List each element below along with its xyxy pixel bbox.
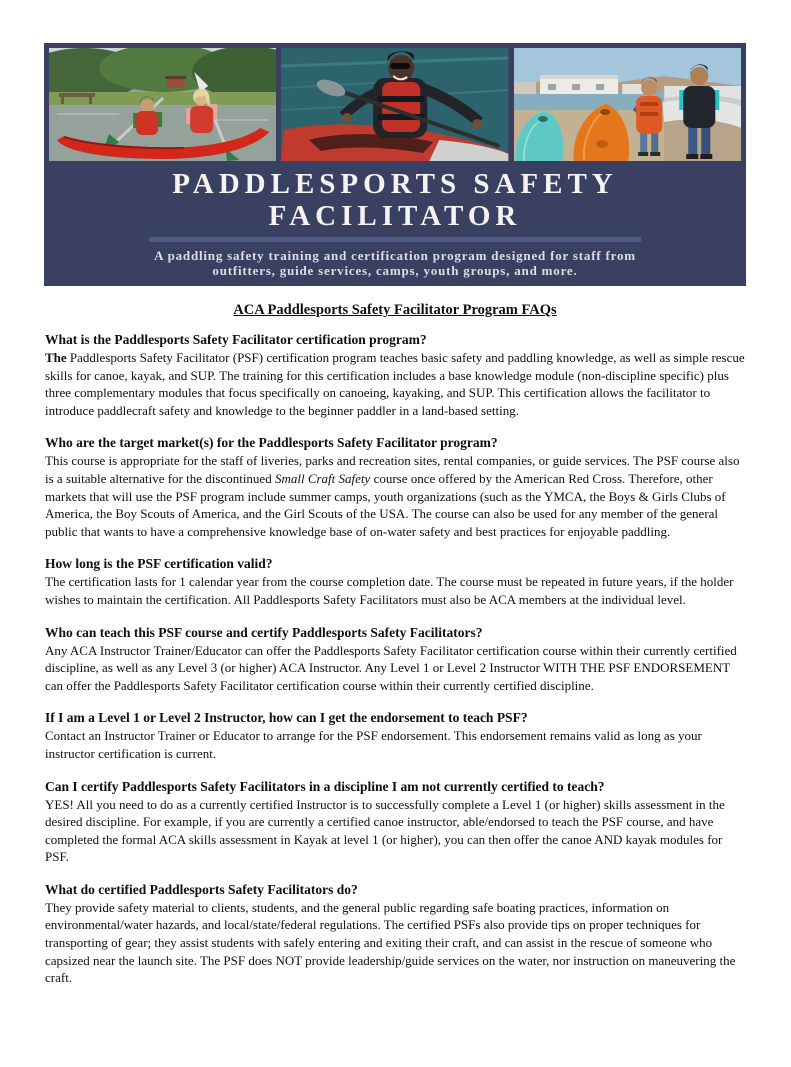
banner-title <box>49 168 741 232</box>
faq-answer: They provide safety material to clients, students, and the general public regarding safe boating practices, information on environmental/water hazards, and local/state/federal regulations. The certified PSFs also provide tips on proper techniques for transporting of gear; they assist students with safely entering and exiting their craft, and can assist in the rescue of someone who capsized near the launch site. The PSF does NOT provide leadership/guide services on the water, nor instruction on maneuvering the craft. <box>45 899 736 986</box>
page-title: ACA Paddlesports Safety Facilitator Program FAQs <box>233 302 557 318</box>
faq-item-target-markets <box>45 434 745 540</box>
faq-answer-text: course once offered by the American Red Cross. Therefore, other markets that will use the PSF program include summer camps, youth organizations (such as the YMCA, the Boys & Girls Clubs of America, the Boy Scouts of America, and the Girl Scouts of the USA. The course can also be used for any member of the general public that wants to have a comprehensive knowledge base of on-water safety and best practices for enjoyable paddling. <box>45 470 726 539</box>
banner-divider <box>149 237 640 242</box>
banner-photo-strip <box>49 48 741 161</box>
faq-answer-text: This course is appropriate for the staff of liveries, parks and recreation sites, rental companies, or guide services. The PSF course also is a suitable alternative for the discontinued <box>45 453 740 486</box>
canoe-couple-photo <box>49 48 276 161</box>
banner-subtitle-line2: outfitters, guide services, camps, youth groups, and more. <box>212 263 578 278</box>
banner-title-line1: PADDLESPORTS SAFETY <box>172 168 618 200</box>
faq-item-other-discipline <box>45 778 745 866</box>
document-page <box>0 43 791 1067</box>
faq-question: Who are the target market(s) for the Paddlesports Safety Facilitator program? <box>45 435 498 451</box>
faq-answer-italic: Small Craft Safety <box>274 470 371 486</box>
faq-answer <box>45 452 745 540</box>
banner-subtitle-line1: A paddling safety training and certification program designed for staff from <box>154 248 636 263</box>
marina-kayaks-photo <box>514 48 741 161</box>
faq-item-certification-program <box>45 331 745 419</box>
faq-item-what-psfs-do <box>45 881 745 987</box>
faq-answer-bold-lead: The <box>45 350 67 365</box>
faq-question: Can I certify Paddlesports Safety Facilitators in a discipline I am not currently certified to teach? <box>45 778 605 794</box>
faq-question: What do certified Paddlesports Safety Facilitators do? <box>45 881 358 897</box>
faq-answer: YES! All you need to do as a currently certified Instructor is to successfully complete a Level 1 (or higher) skills assessment in the desired discipline. For example, if you are currently a certified canoe instructor, able/endorsed to teach the PSF course, and have completed the formal ACA skills assessment in Kayak at level 1 (or higher), you can then offer the canoe AND kayak modules for PSF. <box>45 796 725 865</box>
faq-question: What is the Paddlesports Safety Facilitator certification program? <box>45 332 427 347</box>
faq-item-who-can-teach <box>45 624 745 695</box>
faq-question: If I am a Level 1 or Level 2 Instructor, how can I get the endorsement to teach PSF? <box>45 710 528 726</box>
kayaker-closeup-photo <box>281 48 508 161</box>
banner-subtitle <box>49 248 741 278</box>
faq-question: Who can teach this PSF course and certify Paddlesports Safety Facilitators? <box>45 624 483 640</box>
faq-item-endorsement <box>45 709 745 762</box>
faq-answer: Contact an Instructor Trainer or Educator to arrange for the PSF endorsement. This endorsement remains valid as long as your instructor certification is current. <box>45 728 702 761</box>
faq-item-certification-validity <box>45 555 745 608</box>
banner-title-line2: FACILITATOR <box>268 200 522 232</box>
faq-answer: Any ACA Instructor Trainer/Educator can offer the Paddlesports Safety Facilitator certification course within their currently certified discipline, as well as any Level 3 (or higher) ACA Instructor. Any Level 1 or Level 2 Instructor WITH THE PSF ENDORSEMENT can offer the Paddlesports Safety Facilitator certification course within their currently certified discipline. <box>45 642 737 693</box>
faq-answer <box>45 349 745 419</box>
faq-content <box>0 302 791 987</box>
banner <box>44 43 746 286</box>
faq-question: How long is the PSF certification valid? <box>45 556 273 572</box>
faq-answer: The certification lasts for 1 calendar year from the course completion date. The course must be repeated in future years, if the holder wishes to maintain the certification. All Paddlesports Safety Facilitators must also be ACA members at the individual level. <box>45 574 734 607</box>
faq-answer-text: Paddlesports Safety Facilitator (PSF) certification program teaches basic safety and paddling knowledge, as well as simple rescue skills for canoe, kayak, and SUP. The training for this certification includes a base knowledge module (non-discipline specific) plus three complementary modules that focus specifically on canoeing, kayaking, and SUP. This certification allows the facilitator to introduce paddlecraft safety and knowledge to the beginner paddler in a land-based setting. <box>45 350 745 418</box>
